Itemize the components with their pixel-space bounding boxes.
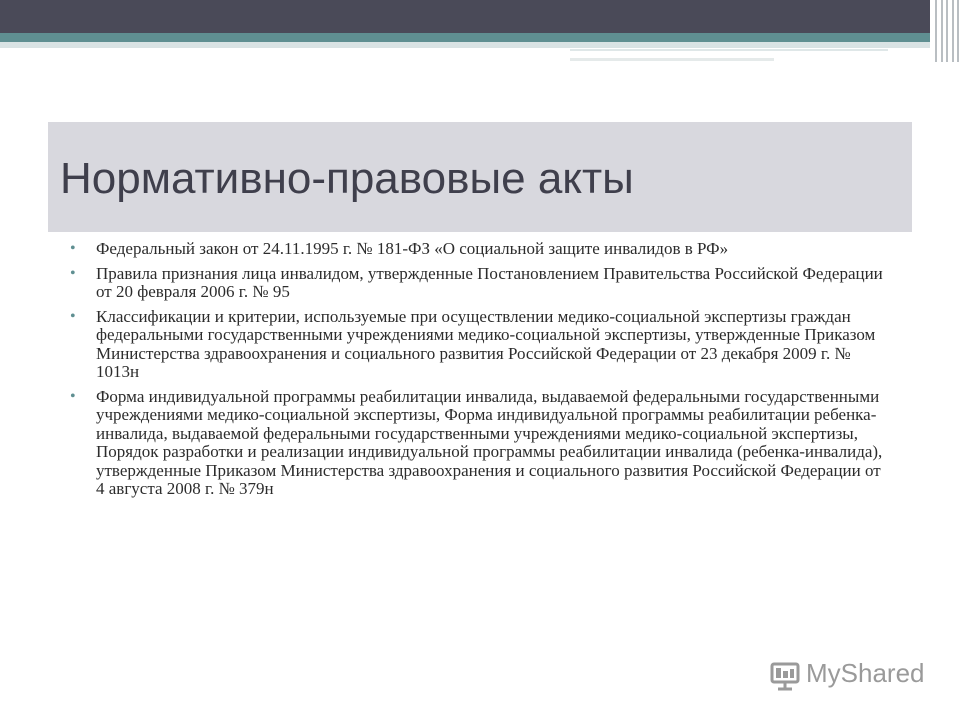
presentation-screen-icon <box>768 658 802 692</box>
bullet-dot: • <box>70 387 76 405</box>
thin-accent-line-lower <box>570 58 774 61</box>
slide-title: Нормативно-правовые акты <box>60 154 634 203</box>
pale-accent-strip <box>0 42 930 48</box>
bullet-dot: • <box>70 240 76 257</box>
top-decorative-band <box>0 0 930 33</box>
watermark-text: MyShared <box>806 658 925 688</box>
bullet-text: Форма индивидуальной программы реабилитации инвалида, выдаваемой федеральными государственными учреждениями медико-социальной экспертизы, Форма индивидуальной программы реабилитации ребенка-инвалида, выдаваемой федеральными государственными учреждениями медико-социальной экспертизы, Порядок разработки и реализации индивидуальной программы реабилитации инвалида (ребенка-инвалида), утвержденные Приказом Министерства здравоохранения и социального развития Российской Федерации от 4 августа 2008 г. № 379н <box>96 386 883 498</box>
bullet-text: Классификации и критерии, используемые при осуществлении медико-социальной экспертизы граждан федеральными государственными учреждениями медико-социальной экспертизы, утвержденные Приказом Министерства здравоохранения и социального развития Российской Федерации от 23 декабря 2009 г. № 1013н <box>96 306 876 381</box>
bullet-item <box>70 388 890 499</box>
bullet-item <box>70 240 890 259</box>
bullet-text: Федеральный закон от 24.11.1995 г. № 181-ФЗ «О социальной защите инвалидов в РФ» <box>96 239 729 258</box>
bullet-list <box>70 240 890 499</box>
right-vertical-bars <box>932 0 960 62</box>
bullet-item <box>70 265 890 302</box>
slide-content <box>70 240 890 505</box>
bullet-dot: • <box>70 264 76 282</box>
myshared-watermark <box>768 656 928 696</box>
title-box <box>48 122 912 232</box>
bullet-text: Правила признания лица инвалидом, утвержденные Постановлением Правительства Российской Федерации от 20 февраля 2006 г. № 95 <box>96 263 883 301</box>
bullet-dot: • <box>70 307 76 325</box>
thin-accent-line <box>570 49 888 51</box>
teal-accent-line <box>0 33 930 42</box>
bullet-item <box>70 308 890 382</box>
